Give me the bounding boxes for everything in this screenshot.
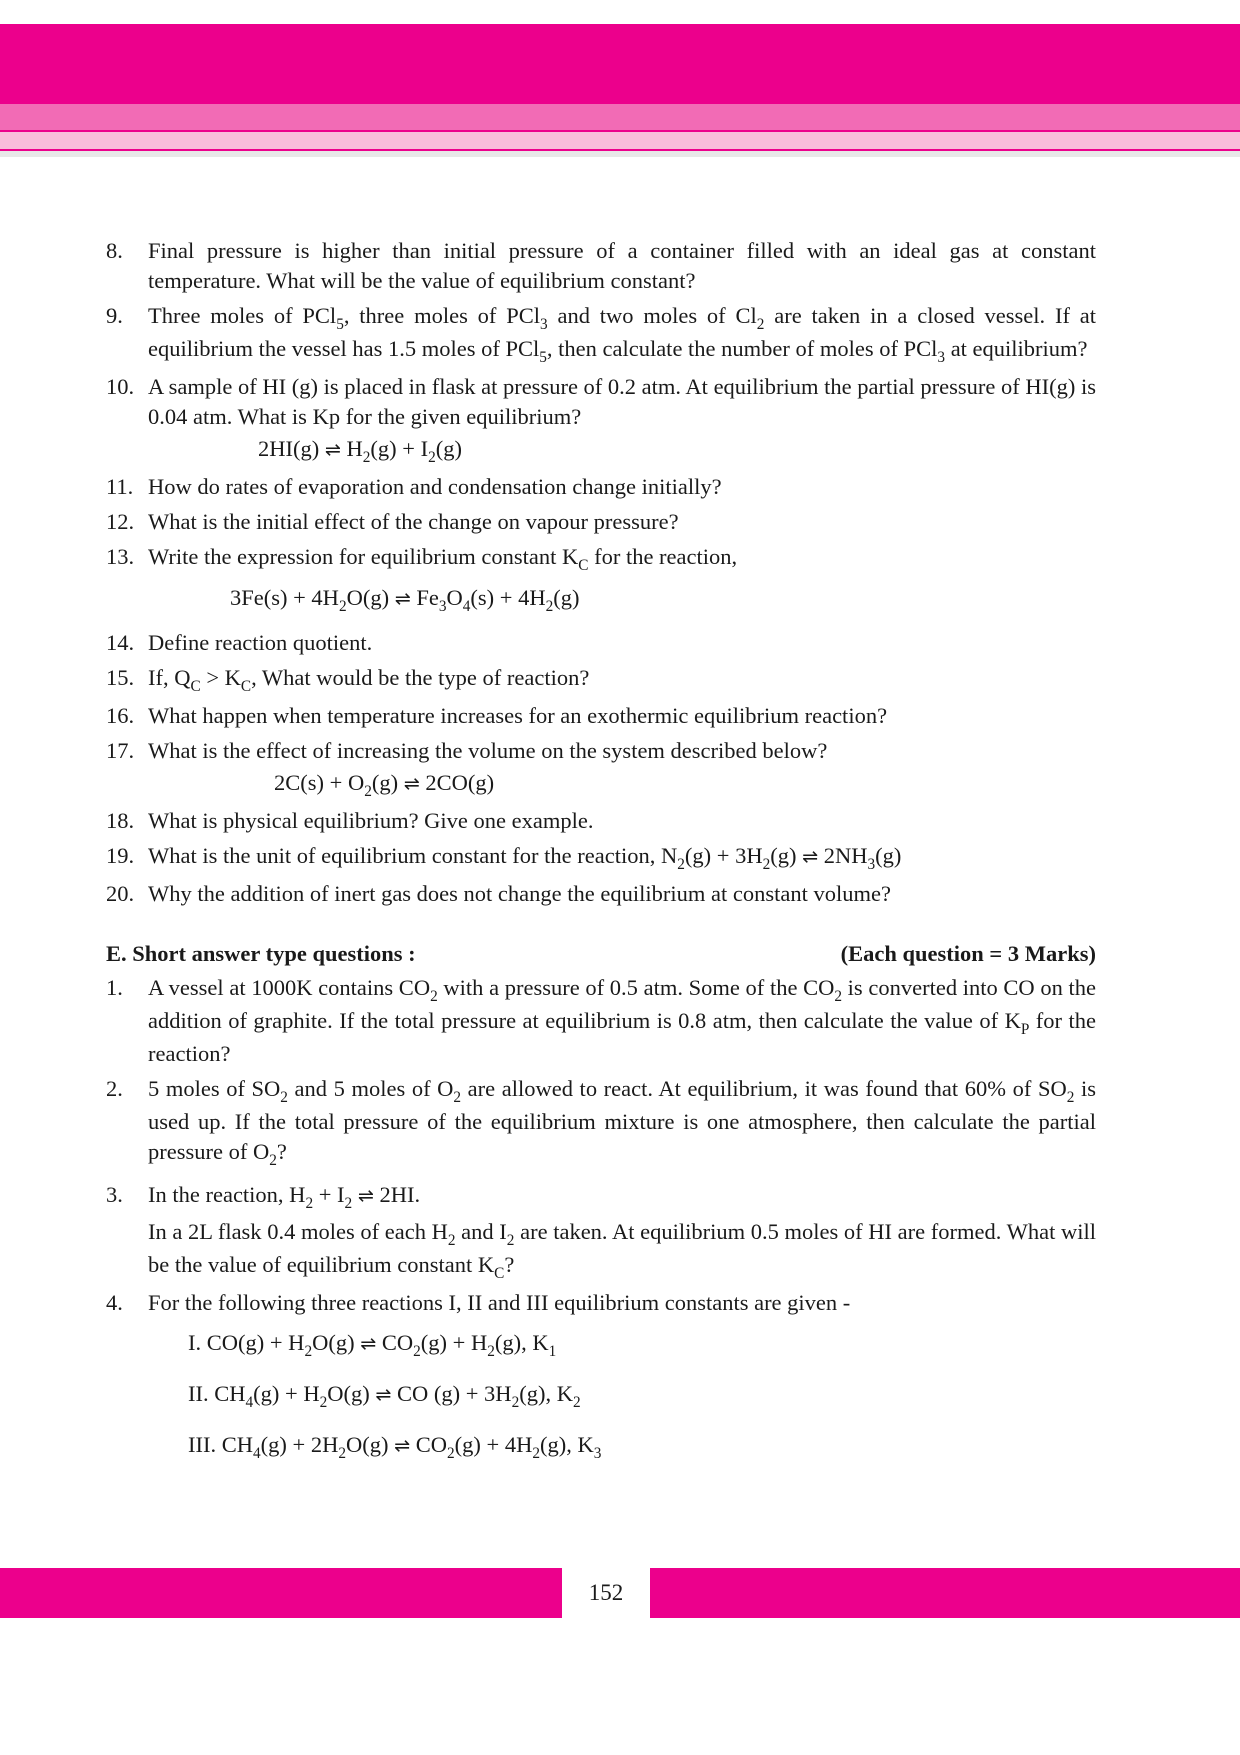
- question-11: [106, 472, 1096, 502]
- equilibrium-arrow: ⇌: [357, 1184, 374, 1207]
- question-text: A vessel at 1000K contains CO: [148, 975, 431, 1000]
- question-number: 18.: [106, 808, 135, 833]
- subscript: 3: [867, 855, 876, 873]
- equation: [148, 583, 1096, 616]
- subscript: 2: [545, 597, 554, 615]
- header-band: [0, 104, 1240, 130]
- question-text: , then calculate the number of moles of PCl: [546, 336, 938, 361]
- equilibrium-arrow: ⇌: [802, 845, 819, 868]
- eq-part: O: [446, 585, 463, 610]
- subscript: 4: [252, 1444, 261, 1462]
- subscript: C: [190, 677, 201, 695]
- question-15: [106, 663, 1096, 696]
- question-continuation: [148, 1217, 1096, 1283]
- equilibrium-arrow: ⇌: [375, 1383, 392, 1406]
- short-question-4: [106, 1288, 1096, 1463]
- subscript: 2: [1066, 1088, 1075, 1106]
- question-text: A sample of HI (g) is placed in flask at pressure of 0.2 atm. At equilibrium the partial pressure of HI(g) is 0.04 atm. What is Kp for the given equilibrium?: [148, 374, 1096, 429]
- subscript: 2: [511, 1393, 520, 1411]
- footer-bar-left: [0, 1568, 562, 1618]
- subscript: C: [240, 677, 252, 695]
- question-number: 3.: [106, 1182, 123, 1207]
- question-number: 9.: [106, 303, 123, 328]
- question-text: Write the expression for equilibrium constant K: [148, 544, 579, 569]
- eq-part: (g): [371, 770, 399, 795]
- equilibrium-arrow: ⇌: [360, 1332, 377, 1355]
- question-9: [106, 301, 1096, 367]
- subscript: 3: [438, 597, 447, 615]
- question-text: + I: [313, 1182, 345, 1207]
- subscript: C: [578, 556, 589, 574]
- eq-part: (g) + H: [253, 1381, 320, 1406]
- question-text: > K: [200, 665, 241, 690]
- question-text: If, Q: [148, 665, 191, 690]
- question-text: 5 moles of SO: [148, 1076, 281, 1101]
- question-20: [106, 879, 1096, 909]
- subscript: 2: [430, 987, 438, 1005]
- eq-part: 2HI(g): [258, 436, 320, 461]
- question-text: is converted into CO on the addition of graphite. If the total pressure at equilibrium is 0.8 atm, then calculate the value of K: [148, 975, 1096, 1033]
- question-text: 2NH: [823, 843, 868, 868]
- section-heading: [106, 939, 1096, 969]
- subscript: 2: [344, 1194, 353, 1212]
- question-text: are allowed to react. At equilibrium, it was found that 60% of SO: [461, 1076, 1067, 1101]
- eq-part: I. CO(g) + H: [188, 1330, 305, 1355]
- question-text: for the reaction?: [148, 1008, 1096, 1066]
- question-number: 2.: [106, 1076, 123, 1101]
- section-marks: (Each question = 3 Marks): [840, 941, 1096, 966]
- question-text: are taken. At equilibrium 0.5 moles of HI are formed. What will be the value of equilibrium constant K: [148, 1219, 1096, 1277]
- question-text: Define reaction quotient.: [148, 630, 373, 655]
- short-question-3: [106, 1180, 1096, 1283]
- equilibrium-arrow: ⇌: [324, 438, 341, 461]
- question-text: 2HI.: [379, 1182, 421, 1207]
- subscript: 4: [462, 597, 471, 615]
- eq-part: (g) + H: [420, 1330, 488, 1355]
- subscript: 4: [245, 1393, 254, 1411]
- question-13: [106, 542, 1096, 616]
- eq-part: O(g): [312, 1330, 355, 1355]
- subscript: 2: [572, 1393, 581, 1411]
- eq-part: CO: [415, 1432, 447, 1457]
- question-number: 20.: [106, 881, 135, 906]
- question-text: (g): [875, 843, 902, 868]
- reaction-1: [148, 1328, 1096, 1361]
- question-text: and two moles of Cl: [547, 303, 757, 328]
- question-10: [106, 372, 1096, 467]
- question-number: 1.: [106, 975, 123, 1000]
- subscript: 2: [756, 315, 765, 333]
- subscript: 2: [364, 782, 372, 800]
- eq-part: O(g): [345, 1432, 389, 1457]
- eq-part: O(g): [346, 585, 390, 610]
- question-text: What is physical equilibrium? Give one example.: [148, 808, 594, 833]
- short-question-1: [106, 973, 1096, 1069]
- equilibrium-arrow: ⇌: [394, 1434, 411, 1457]
- eq-part: 2CO(g): [425, 770, 495, 795]
- question-text: with a pressure of 0.5 atm. Some of the CO: [437, 975, 835, 1000]
- question-text: What is the unit of equilibrium constant for the reaction, N: [148, 843, 678, 868]
- question-text: What is the initial effect of the change on vapour pressure?: [148, 509, 679, 534]
- question-number: 17.: [106, 738, 135, 763]
- subscript: 2: [487, 1342, 495, 1360]
- subscript: 2: [532, 1444, 540, 1462]
- reaction-list: [148, 1328, 1096, 1463]
- question-number: 19.: [106, 843, 135, 868]
- page-number: 152: [588, 1580, 624, 1605]
- subscript: 2: [447, 1231, 456, 1249]
- question-18: [106, 806, 1096, 836]
- question-14: [106, 628, 1096, 658]
- subscript: 2: [762, 855, 771, 873]
- subscript: 5: [336, 315, 344, 333]
- subscript: 2: [269, 1151, 277, 1169]
- question-text: How do rates of evaporation and condensation change initially?: [148, 474, 722, 499]
- eq-part: II. CH: [188, 1381, 246, 1406]
- subscript: P: [1020, 1020, 1030, 1038]
- question-8: [106, 236, 1096, 296]
- eq-part: H: [346, 436, 363, 461]
- eq-part: 3Fe(s) + 4H: [230, 585, 339, 610]
- eq-part: (s) + 4H: [470, 585, 546, 610]
- question-text: For the following three reactions I, II and III equilibrium constants are given -: [148, 1290, 851, 1315]
- eq-part: III. CH: [188, 1432, 253, 1457]
- subscript: 2: [834, 987, 843, 1005]
- eq-part: (g) + 2H: [260, 1432, 339, 1457]
- equation: [148, 768, 1096, 801]
- reaction-3: [148, 1430, 1096, 1463]
- subscript: 2: [428, 448, 436, 466]
- subscript: 2: [338, 597, 347, 615]
- eq-part: O(g): [327, 1381, 370, 1406]
- subscript: 2: [305, 1194, 314, 1212]
- subscript: 3: [937, 348, 946, 366]
- question-12: [106, 507, 1096, 537]
- subscript: 2: [338, 1444, 346, 1462]
- header-light-band: [0, 132, 1240, 149]
- eq-part: CO: [381, 1330, 414, 1355]
- subscript: 2: [447, 1444, 455, 1462]
- question-text: is used up. If the total pressure of the equilibrium mixture is one atmosphere, then calculate the partial pressure of O: [148, 1076, 1096, 1164]
- eq-part: (g), K: [540, 1432, 594, 1457]
- eq-part: (g) + 4H: [454, 1432, 533, 1457]
- question-number: 10.: [106, 374, 135, 399]
- question-text: In the reaction, H: [148, 1182, 306, 1207]
- equation: [148, 434, 1096, 467]
- eq-part: (g): [553, 585, 580, 610]
- subscript: 2: [319, 1393, 328, 1411]
- question-text: What is the effect of increasing the volume on the system described below?: [148, 738, 828, 763]
- question-number: 12.: [106, 509, 135, 534]
- subscript: 2: [453, 1088, 462, 1106]
- question-text: for the reaction,: [588, 544, 738, 569]
- subscript: 2: [506, 1231, 515, 1249]
- question-text: Final pressure is higher than initial pressure of a container filled with an ideal gas at constant temperature. What will be the value of equilibrium constant?: [148, 238, 1096, 293]
- subscript: 2: [362, 448, 371, 466]
- page-content: [106, 236, 1096, 1481]
- question-number: 14.: [106, 630, 135, 655]
- question-text: , three moles of PCl: [343, 303, 540, 328]
- question-text: ?: [504, 1252, 515, 1277]
- section-title: E. Short answer type questions :: [106, 941, 416, 966]
- question-text: (g): [770, 843, 797, 868]
- equilibrium-arrow: ⇌: [394, 587, 411, 610]
- eq-part: Fe: [416, 585, 439, 610]
- question-text: are taken in a closed vessel. If at equilibrium the vessel has 1.5 moles of PCl: [148, 303, 1096, 361]
- eq-part: 2C(s) + O: [274, 770, 365, 795]
- footer-bar-right: [650, 1568, 1240, 1618]
- question-16: [106, 701, 1096, 731]
- subscript: 3: [593, 1444, 602, 1462]
- subscript: 5: [539, 348, 547, 366]
- question-number: 11.: [106, 474, 134, 499]
- question-text: , What would be the type of reaction?: [251, 665, 590, 690]
- header-shadow: [0, 151, 1240, 157]
- question-19: [106, 841, 1096, 874]
- subscript: C: [494, 1264, 505, 1282]
- question-17: [106, 736, 1096, 801]
- question-number: 8.: [106, 238, 123, 263]
- question-number: 4.: [106, 1290, 123, 1315]
- equilibrium-arrow: ⇌: [403, 772, 420, 795]
- short-question-2: [106, 1074, 1096, 1170]
- question-text: (g) + 3H: [684, 843, 763, 868]
- question-text: at equilibrium?: [945, 336, 1088, 361]
- question-text: ?: [276, 1139, 287, 1164]
- question-number: 15.: [106, 665, 135, 690]
- question-text: In a 2L flask 0.4 moles of each H: [148, 1219, 448, 1244]
- subscript: 2: [280, 1088, 288, 1106]
- subscript: 2: [304, 1342, 313, 1360]
- eq-part: (g), K: [494, 1330, 549, 1355]
- question-number: 16.: [106, 703, 135, 728]
- subscript: 3: [540, 315, 548, 333]
- eq-part: CO (g) + 3H: [397, 1381, 512, 1406]
- question-text: Three moles of PCl: [148, 303, 337, 328]
- reaction-2: [148, 1379, 1096, 1412]
- eq-part: (g), K: [519, 1381, 573, 1406]
- eq-part: (g): [435, 436, 462, 461]
- question-text: Why the addition of inert gas does not change the equilibrium at constant volume?: [148, 881, 891, 906]
- subscript: 2: [677, 855, 685, 873]
- subscript: 2: [413, 1342, 421, 1360]
- question-text: and I: [455, 1219, 507, 1244]
- question-number: 13.: [106, 544, 135, 569]
- header-bar: [0, 24, 1240, 104]
- eq-part: (g) + I: [370, 436, 429, 461]
- subscript: 1: [548, 1342, 557, 1360]
- question-text: What happen when temperature increases for an exothermic equilibrium reaction?: [148, 703, 888, 728]
- question-text: and 5 moles of O: [287, 1076, 454, 1101]
